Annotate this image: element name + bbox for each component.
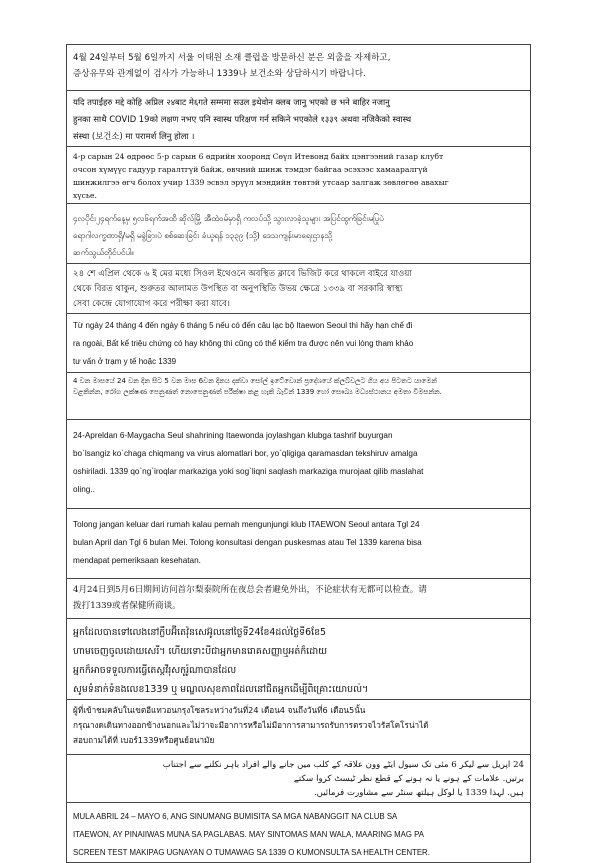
notice-uzbek: 24-Apreldan 6-Maygacha Seul shahrining Itaewonda joylashgan klubga tashrif buyurgan bo`lsangiz ko`chaga chiqmang va virus alomatlari bor, yo`qligiga qaramasdan tekshiruv amalga oshiriladi. 1339 qo`ng`iroqlar markaziga yoki sog`liqni saqlash markaziga murojaat qilib maslahat oling.. bbox=[67, 420, 530, 509]
notice-mongolian: 4-р сарын 24 өдрөөс 5-р сарын 6 өдрийн хооронд Сөүл Итевонд байх цэнгээний газар клубт очсон хүмүүс гадуур гаралтгүй байж, өвчний шинж тэмдэг байгаа эсэхээс хамааралгүй шинжилгээ өгч болох учир 1339 эсвэл эрүүл мэндийн төвтэй утсаар залгаж зөвлөгөө авахыг хүсье. bbox=[67, 147, 530, 204]
notice-khmer: អ្នកដែលបានទៅលេងនៅក្លឹបអ៊ីតេវ៉ុនសេអ៊ូលនៅថ្ងៃទី24ខែ4ដល់ថ្ងៃទី6ខែ5 ហាមចេញចូលដោយសេរី។ ហើយទោះបីជាអ្នកមានរោគសញ្ញាឬអត់ក៏ដោយ អ្នកក៏អាចទទួលការធ្វើតេស្តវីរុសកូរ៉ូណាបានដែល សូមទំនាក់ទំនងលេខ1339 ឬ មណ្ឌលសុខភាពដែលនៅជិតអ្នកដើម្បីពិគ្រោះយោបល់។ bbox=[67, 619, 530, 700]
notice-nepali: यदि तपाईंहरु मद्दे कोहि अप्रिल २४बाट मे६गते सम्ममा सउल इथेवोन क्लब जानु भएको छ भने बाहिर नजानु हुनका साथै COVID 19को लक्षण नभए पनि स्वास्थ परिक्षण गर्न सकिने भएकोले १३३९ अथवा नजिकैको स्वास्थ संस्था (보건소) मा परामर्श लिनु होला । bbox=[67, 91, 530, 147]
notice-indonesian: Tolong jangan keluar dari rumah kalau pernah mengunjungi klub ITAEWON Seoul antara Tgl 24 bulan April dan Tgl 6 bulan Mei. Tolong konsultasi dengan puskesmas atau Tel 1339 karena bisa mendapat pemeriksaan kesehatan. bbox=[67, 509, 530, 579]
notice-chinese: 4月24日到5月6日期间访问首尔梨泰院所在夜总会者避免外出，不论症状有无都可以检查。请 拨打1339或者保健所商谈。 bbox=[67, 579, 530, 619]
notice-thai: ผู้ที่เข้าชมคลับในเขตอีแทวอนกรุงโซลระหว่างวันที่24 เดือน4 จนถึงวันที่6 เดือน5นั้น กรุณางดเดินทางออกข้างนอกและไม่ว่าจะมีอาการหรือไม่มีอาการสามารถรับการตรวจไวรัสโคโรน่าได้ สอบถามได้ที่ เบอร์1339หรือศูนย์อนามัย bbox=[67, 700, 530, 755]
notice-bengali: ২৪ শে এপ্রিল থেকে ৬ ই মের মধ্যে সিওল ইথেওনে অবস্থিত ক্লাবে ভিজিট করে থাকলে বাইরে যাওয়া থেকে বিরত থাকুন, শুরুতর আলামত উপস্থিত বা অনুপস্থিতি উভয় ক্ষেত্রে ১৩৩৯ বা সরকারি স্বাস্থ্য সেবা কেন্দ্রে যোগাযোগ করে পরীক্ষা করা যাবে। bbox=[67, 264, 530, 314]
notice-tagalog: MULA ABRIL 24 – MAYO 6, ANG SINUMANG BUMISITA SA MGA NABANGGIT NA CLUB SA ITAEWON, AY PINAIIWAS MUNA SA PAGLABAS. MAY SINTOMAS MAN WALA, MAARING MAG PA SCREEN TEST MAKIPAG UGNAYAN O TUMAWAG SA 1339 O KUMONSULTA SA HEALTH CENTER. bbox=[73, 812, 430, 857]
notice-sinhala: 4 වන මාසයේ 24 වන දින සිට 5 වන මාස 6වන දිනය දක්වා සෝල් ඉටේවොන් ප්‍රදේශයේ ක්ලබ්වලට ගිය අය පිටතට යාමෙන් වළකින්න, රෝග ලක්ෂණ පෙනුණත් නොපෙනුණත් පරීක්ෂා කළ හැකි බැවින් 1339 හෝ සෞඛ්‍ය මධ්‍යස්ථානය අමතා විමසන්න. bbox=[67, 373, 530, 420]
notice-vietnamese: Từ ngày 24 tháng 4 đến ngày 6 tháng 5 nếu có đến câu lạc bộ Itaewon Seoul thì hãy hạn chế đi ra ngoài, Bất kể triệu chứng có hay không thì cũng có thể kiểm tra được nên vui lòng tham khảo tư vấn ở trạm y tế hoặc 1339 bbox=[67, 314, 530, 373]
notice-burmese: ၄လပိုင်း၂၄ရက်နေ့မှ ၅လ၆ရက်အထိ ဆိုလ်မြို့ အီထဲဝမ်မှာရှိ ကလပ်သို့ သွားလာခဲ့သူများ အပြင်ထွက်ခြင်းမပြုပဲ ရောဂါလက္ခဏာရှိ/မရှိ မခွဲခြားပဲ စစ်ဆေးခြင်း ခံယူရန် ၁၃၃၉ (သို့) ဒေသကျန်းမာရေးဌာနသို့ ဆက်သွယ်တိုင်ပင်ပါ။ bbox=[67, 204, 530, 264]
notice-urdu: 24 اپریل سے لیکر 6 مئی تک سیول ایٹے وون علاقہ کے کلب میں جانے والے افراد باہر نکلنے سے اجتناب برتیں. علامات کے ہونے یا نہ ہونے کے قطع نظر ٹیسٹ کروا سکتے ہیں. لہذا 1339 یا لوکل ہیلتھ سنٹر سے مشاورت فرمائیں. bbox=[67, 755, 530, 803]
notice-korean: 4월 24일부터 5월 6일까지 서울 이태원 소재 클럽을 방문하신 분은 외출을 자제하고, 증상유무와 관계없이 검사가 가능하니 1339나 보건소와 상담하시기 바랍니다. bbox=[67, 45, 530, 91]
multilingual-notice-table bbox=[66, 44, 531, 863]
